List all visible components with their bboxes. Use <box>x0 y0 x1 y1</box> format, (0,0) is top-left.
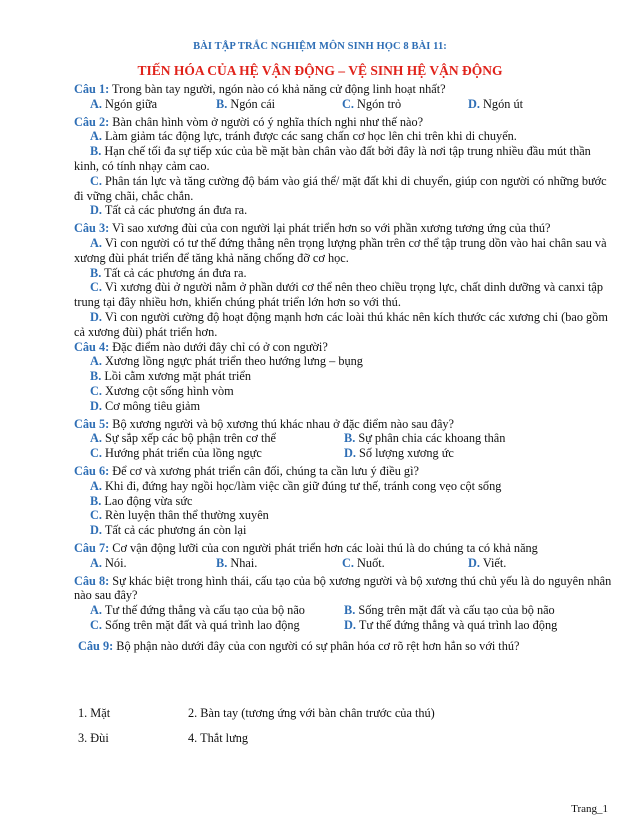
question-label: Câu 8: <box>74 573 110 588</box>
option-letter: B. <box>216 96 228 111</box>
options-row <box>74 603 614 618</box>
options-row <box>74 431 614 446</box>
options-row <box>74 618 614 633</box>
option-d <box>344 618 598 633</box>
option-letter: B. <box>90 493 102 508</box>
question-7 <box>74 541 614 556</box>
list-item: 1. Mặt <box>78 706 111 720</box>
question-3 <box>74 221 614 236</box>
option-text: Xương lồng ngực phát triển theo hướng lưng – bụng <box>101 354 363 369</box>
question-text: Bộ xương người và bộ xương thú khác nhau ở đặc điểm nào sau đây? <box>109 416 455 431</box>
option-c <box>90 618 344 633</box>
option-a <box>74 354 614 369</box>
option-d <box>74 203 614 218</box>
option-a <box>74 129 614 144</box>
question-1 <box>74 82 614 97</box>
option-a <box>74 236 614 266</box>
option-b <box>74 266 614 281</box>
question-6 <box>74 464 614 479</box>
option-c <box>74 384 614 399</box>
option-text: Ngón cái <box>227 96 276 111</box>
option-letter: C. <box>90 383 102 398</box>
option-a <box>90 97 216 112</box>
option-a <box>74 479 614 494</box>
option-letter: B. <box>90 265 102 280</box>
option-text: Vì con người cường độ hoạt động mạnh hơn các loài thú khác nên kích thước các xương chi (bao gồm cả xương đùi) phát triển hơn. <box>74 309 608 339</box>
option-text: Hạn chế tối đa sự tiếp xúc của bề mặt bàn chân vào đất bởi đây là nơi tập trung nhiều đầu mút thần kinh, có tính nhạy cảm cao. <box>74 144 591 173</box>
option-text: Khi đi, đứng hay ngồi học/làm việc cần giữ đúng tư thế, tránh cong vẹo cột sống <box>101 478 502 493</box>
question-list <box>74 82 614 653</box>
option-letter: A. <box>90 354 102 369</box>
document-subtitle: TIẾN HÓA CỦA HỆ VẬN ĐỘNG – VỆ SINH HỆ VẬN ĐỘNG <box>137 63 503 78</box>
option-b <box>74 494 614 509</box>
question-4 <box>74 340 614 355</box>
question-5 <box>74 417 614 432</box>
option-letter: C. <box>342 96 354 111</box>
option-c <box>342 97 468 112</box>
option-letter: B. <box>216 555 228 570</box>
question-8 <box>74 574 614 604</box>
option-c <box>74 280 614 310</box>
option-letter: C. <box>90 280 102 295</box>
question-text: Bộ phận nào dưới đây của con người có sự phân hóa cơ rõ rệt hơn hẳn so với thú? <box>113 638 520 653</box>
option-text: Tư thế đứng thẳng và cấu tạo của bộ não <box>101 603 305 618</box>
question-label: Câu 1: <box>74 82 110 96</box>
option-letter: D. <box>468 555 480 570</box>
option-letter: B. <box>90 144 102 159</box>
document-title: BÀI TẬP TRẮC NGHIỆM MÔN SINH HỌC 8 BÀI 11: <box>193 41 447 52</box>
option-letter: A. <box>90 431 102 446</box>
option-letter: C. <box>342 555 354 570</box>
question-label: Câu 5: <box>74 416 110 431</box>
options-row <box>74 97 614 112</box>
option-letter: D. <box>344 617 356 632</box>
option-letter: D. <box>90 203 102 218</box>
option-letter: D. <box>344 446 356 461</box>
option-b <box>216 556 342 571</box>
option-text: Ngón út <box>479 96 524 111</box>
page-number: Trang_1 <box>571 803 608 815</box>
question-label: Câu 7: <box>74 540 110 555</box>
list-item: 3. Đùi <box>78 731 109 745</box>
option-text: Xương cột sống hình vòm <box>101 383 234 398</box>
option-c <box>74 508 614 523</box>
option-letter: A. <box>90 96 102 111</box>
option-c <box>342 556 468 571</box>
option-text: Tư thế đứng thẳng và quá trình lao động <box>355 617 558 632</box>
question-text: Bàn chân hình vòm ở người có ý nghĩa thích nghi như thế nào? <box>109 114 424 129</box>
option-b <box>74 369 614 384</box>
question-text: Trong bàn tay người, ngón nào có khả năng cử động linh hoạt nhất? <box>109 82 446 96</box>
option-text: Vì xương đùi ở người nằm ở phần dưới cơ thể nên theo chiều trọng lực, chất dinh dưỡng và canxi tập trung tại đây nhiều hơn, khiến chúng phát triển lớn hơn so với thú. <box>74 280 604 310</box>
option-text: Nói. <box>101 555 127 570</box>
option-letter: B. <box>344 603 356 618</box>
option-b <box>344 431 598 446</box>
option-a <box>90 603 344 618</box>
option-letter: A. <box>90 555 102 570</box>
options-row <box>74 446 614 461</box>
option-text: Phân tán lực và tăng cường độ bám vào giá thể/ mặt đất khi di chuyển, giúp con người có những bước đi vững chãi, chắc chắn. <box>74 173 607 203</box>
list-item: 2. Bàn tay (tương ứng với bàn chân trước của thú) <box>188 706 435 720</box>
option-text: Sự phân chia các khoang thân <box>355 431 506 446</box>
option-text: Sống trên mặt đất và cấu tạo của bộ não <box>355 603 555 618</box>
option-letter: C. <box>90 508 102 523</box>
option-letter: D. <box>90 523 102 538</box>
option-text: Lồi cằm xương mặt phát triển <box>101 369 252 384</box>
option-a <box>90 431 344 446</box>
option-c <box>74 174 614 204</box>
question-label: Câu 6: <box>74 463 110 478</box>
option-c <box>90 446 344 461</box>
option-b <box>74 144 614 174</box>
option-letter: C. <box>90 446 102 461</box>
question-text: Để cơ và xương phát triển cân đối, chúng ta cần lưu ý điều gì? <box>109 463 419 478</box>
question-text: Sự khác biệt trong hình thái, cấu tạo của bộ xương người và bộ xương thú chủ yếu là do nguyên nhân nào sau đây? <box>74 573 612 603</box>
option-text: Số lượng xương ức <box>355 446 454 461</box>
question-label: Câu 9: <box>78 638 114 653</box>
question-text: Đặc điểm nào dưới đây chỉ có ở con người? <box>109 339 328 354</box>
option-text: Tất cả các phương án còn lại <box>101 523 247 538</box>
option-letter: B. <box>90 369 102 384</box>
question-text: Cơ vận động lưỡi của con người phát triển hơn các loài thú là do chúng ta có khả năng <box>109 540 538 555</box>
option-text: Ngón trỏ <box>353 96 402 111</box>
option-a <box>90 556 216 571</box>
option-b <box>344 603 598 618</box>
option-text: Nhai. <box>227 555 258 570</box>
option-letter: C. <box>90 173 102 188</box>
option-text: Tất cả các phương án đưa ra. <box>101 265 247 280</box>
option-letter: A. <box>90 478 102 493</box>
option-letter: A. <box>90 129 102 144</box>
option-letter: B. <box>344 431 356 446</box>
option-text: Rèn luyện thân thể thường xuyên <box>101 508 269 523</box>
question-label: Câu 3: <box>74 221 110 236</box>
option-d <box>344 446 598 461</box>
option-d <box>74 399 614 414</box>
option-text: Làm giảm tác động lực, tránh được các sang chấn cơ học lên chi trên khi di chuyển. <box>101 129 517 144</box>
option-text: Lao động vừa sức <box>101 493 193 508</box>
option-text: Sự sắp xếp các bộ phận trên cơ thể <box>101 431 276 446</box>
option-letter: D. <box>90 309 102 324</box>
options-row <box>74 556 614 571</box>
question-9 <box>74 639 614 654</box>
option-text: Viết. <box>479 555 507 570</box>
question-2 <box>74 115 614 130</box>
option-letter: A. <box>90 235 102 250</box>
option-text: Vì con người có tư thế đứng thẳng nên trọng lượng phần trên cơ thể tập trung dồn vào hai chân sau và xương đùi phát triển để tăng khả năng chống đỡ cơ học. <box>74 235 607 265</box>
option-text: Hướng phát triển của lồng ngực <box>101 446 262 461</box>
option-letter: A. <box>90 603 102 618</box>
question-text: Vì sao xương đùi của con người lại phát triển hơn so với phần xương tương ứng của thú? <box>109 221 551 236</box>
question-label: Câu 2: <box>74 114 110 129</box>
option-letter: D. <box>90 398 102 413</box>
option-b <box>216 97 342 112</box>
option-d <box>74 523 614 538</box>
option-letter: C. <box>90 617 102 632</box>
option-d <box>468 556 594 571</box>
option-text: Tất cả các phương án đưa ra. <box>101 203 248 218</box>
question-label: Câu 4: <box>74 339 110 354</box>
option-d <box>468 97 594 112</box>
option-letter: D. <box>468 96 480 111</box>
option-text: Sống trên mặt đất và quá trình lao động <box>101 617 300 632</box>
option-d <box>74 310 614 340</box>
option-text: Ngón giữa <box>101 96 158 111</box>
option-text: Cơ mông tiêu giảm <box>101 398 201 413</box>
option-text: Nuốt. <box>353 555 385 570</box>
list-item: 4. Thắt lưng <box>188 731 249 745</box>
